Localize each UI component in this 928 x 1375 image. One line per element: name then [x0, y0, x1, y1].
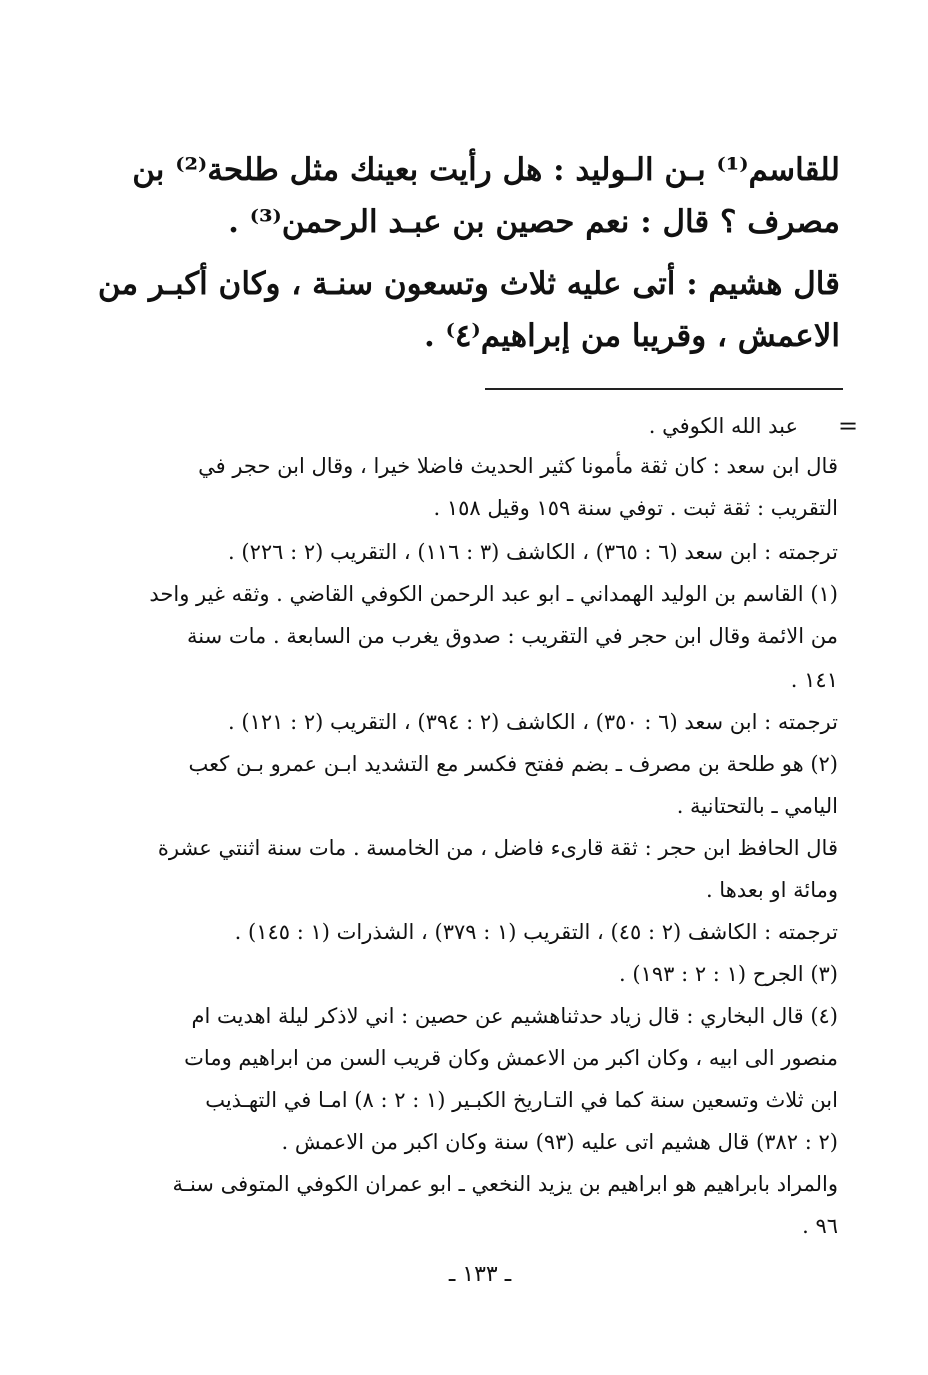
main-line-4: الاعمش ، وقريبا من إبراهيم⁽٤⁾ .	[424, 318, 840, 354]
footnote-line-3: التقريب : ثقة ثبت . توفي سنة ١٥٩ وقيل ١٥٨ .	[433, 496, 838, 520]
footnote-line-16: منصور الى ابيه ، وكان اكبر من الاعمش وكان قريب السن من ابراهيم ومات	[184, 1046, 838, 1070]
footnote-line-14: (٣) الجرح (١ : ٢ : ١٩٣) .	[619, 962, 838, 986]
footnote-line-15: (٤) قال البخاري : قال زياد حدثناهشيم عن حصين : اني لاذكر ليلة اهديت ام	[191, 1004, 838, 1028]
footnote-line-6: من الائمة وقال ابن حجر في التقريب : صدوق يغرب من السابعة . مات سنة	[187, 624, 838, 648]
footnote-line-12: ومائة او بعدها .	[705, 878, 838, 902]
continuation-mark: =	[838, 412, 859, 440]
footnote-line-13: ترجمته : الكاشف (٢ : ٤٥) ، التقريب (١ : ٣٧٩) ، الشذرات (١ : ١٤٥) .	[234, 920, 838, 944]
footnote-separator	[485, 388, 843, 390]
footnote-line-8: ترجمته : ابن سعد (٦ : ٣٥٠) ، الكاشف (٢ : ٣٩٤) ، التقريب (٢ : ١٢١) .	[228, 710, 838, 734]
footnote-line-10: اليامي ـ بالتحتانية .	[676, 794, 838, 818]
footnote-line-20: ٩٦ .	[802, 1214, 838, 1238]
footnote-line-18: (٢ : ٣٨٢) قال هشيم اتى عليه (٩٣) سنة وكان اكبر من الاعمش .	[281, 1130, 838, 1154]
footnote-line-7: ١٤١ .	[790, 668, 838, 692]
footnote-line-19: والمراد بابراهيم هو ابراهيم بن يزيد النخعي ـ ابو عمران الكوفي المتوفى سنـة	[172, 1172, 838, 1196]
footnote-line-9: (٢) هو طلحة بن مصرف ـ بضم ففتح فكسر مع التشديد ابـن عمرو بـن كعب	[188, 752, 838, 776]
footnote-line-5: (١) القاسم بن الوليد الهمداني ـ ابو عبد الرحمن الكوفي القاضي . وثقه غير واحد	[149, 582, 838, 606]
footnote-line-17: ابن ثلاث وتسعين سنة كما في التـاريخ الكبـير (١ : ٢ : ٨) امـا في التهـذيب	[205, 1088, 838, 1112]
main-line-1: للقاسم⁽¹⁾ بـن الـوليد : هل رأيت بعينك مثل طلحة⁽²⁾ بن	[132, 152, 840, 188]
footnote-line-4: ترجمته : ابن سعد (٦ : ٣٦٥) ، الكاشف (٣ : ١١٦) ، التقريب (٢ : ٢٢٦) .	[228, 540, 838, 564]
page-number: ـ ١٣٣ ـ	[448, 1262, 512, 1287]
main-line-3: قال هشيم : أتى عليه ثلاث وتسعون سنـة ، وكان أكبـر من	[97, 266, 840, 302]
footnote-line-11: قال الحافظ ابن حجر : ثقة قارىء فاضل ، من الخامسة . مات سنة اثنتي عشرة	[157, 836, 838, 860]
main-text-block	[97, 145, 840, 365]
footnote-line-2: قال ابن سعد : كان ثقة مأمونا كثير الحديث فاضلا خيرا ، وقال ابن حجر في	[198, 454, 838, 478]
footnote-line-1: عبد الله الكوفي .	[648, 414, 798, 438]
main-line-2: مصرف ؟ قال : نعم حصين بن عبـد الرحمن⁽³⁾ .	[228, 204, 840, 240]
